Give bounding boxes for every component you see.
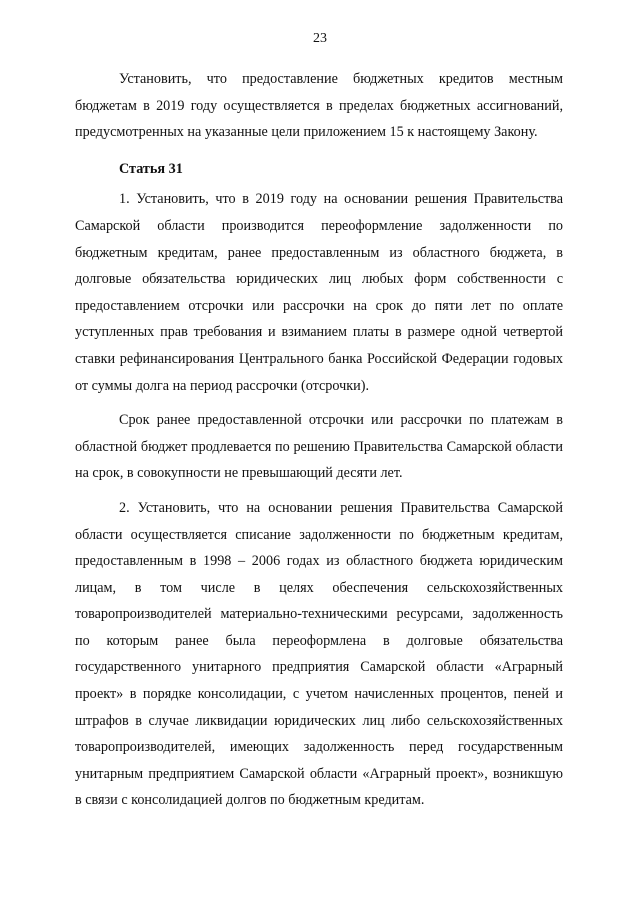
- page-number: 23: [313, 31, 327, 46]
- article-paragraph-3: 2. Установить, что на основании решения Правительства Самарской области осуществляется списание задолженности по бюджетным кредитам, предоставленным в 1998 – 2006 годах из областного бюджета юридическим лицам, в том числе в целях обеспечения сельскохозяйственных товаропроизводителей материально-техническими ресурсами, задолженность по которым ранее была переоформлена в долговые обязательства государственного унитарного предприятия Самарской области «Аграрный проект» в порядке консолидации, с учетом начисленных процентов, пеней и штрафов в случае ликвидации юридических лиц либо сельскохозяйственных товаропроизводителей, имеющих задолженность перед государственным унитарным предприятием Самарской области «Аграрный проект», возникшую в связи с консолидацией долгов по бюджетным кредитам.: [75, 499, 563, 809]
- document-body: [75, 66, 563, 814]
- article-paragraph-2: Срок ранее предоставленной отсрочки или рассрочки по платежам в областной бюджет продлевается по решению Правительства Самарской области на срок, в совокупности не превышающий десяти лет.: [75, 412, 563, 482]
- article-paragraph-1: 1. Установить, что в 2019 году на основании решения Правительства Самарской области производится переоформление задолженности по бюджетным кредитам, ранее предоставленным из областного бюджета, в долговые обязательства юридических лиц любых форм собственности с предоставлением отсрочки или рассрочки на срок до пяти лет по оплате уступленных прав требования и взиманием платы в размере одной четвертой ставки рефинансирования Центрального банка Российской Федерации годовых от суммы долга на период рассрочки (отсрочки).: [75, 191, 563, 394]
- article-heading: Статья 31: [119, 160, 183, 177]
- intro-paragraph: Установить, что предоставление бюджетных кредитов местным бюджетам в 2019 году осуществляется в пределах бюджетных ассигнований, предусмотренных на указанные цели приложением 15 к настоящему Закону.: [75, 71, 563, 141]
